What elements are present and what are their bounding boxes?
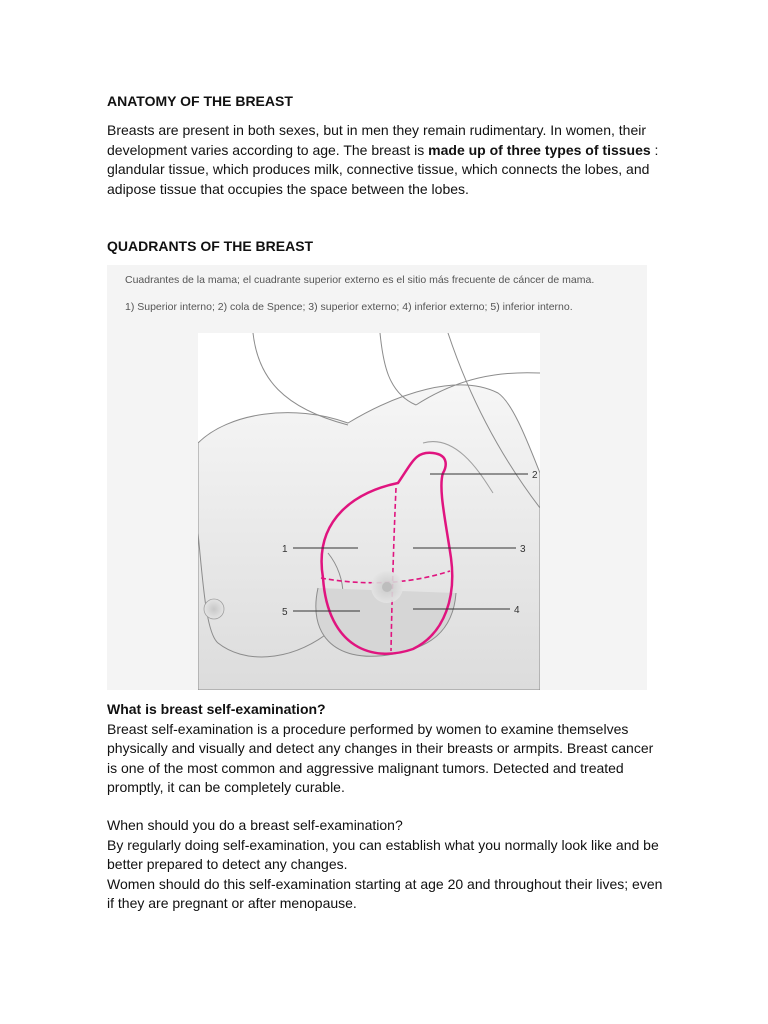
left-nipple xyxy=(204,599,224,619)
anatomy-text-bold: made up of three types of tissues xyxy=(428,141,651,158)
question-what-is: What is breast self-examination? xyxy=(107,701,326,717)
breast-illustration xyxy=(198,333,540,690)
figure-caption-line2: 1) Superior interno; 2) cola de Spence; 3) superior externo; 4) inferior externo; 5) inferior interno. xyxy=(125,301,573,313)
quadrant-label-5: 5 xyxy=(282,607,288,618)
section-title-anatomy: ANATOMY OF THE BREAST xyxy=(107,93,293,109)
anatomy-text-a: Breasts are present in both sexes, but in men they remain rudimentary. In women, their development varies according to age. The breast is xyxy=(107,122,646,158)
anatomy-paragraph xyxy=(107,121,667,199)
quadrant-label-2: 2 xyxy=(532,470,538,481)
quadrant-label-1: 1 xyxy=(282,544,288,555)
right-nipple xyxy=(382,582,392,592)
figure-caption-line1: Cuadrantes de la mama; el cuadrante superior externo es el sitio más frecuente de cáncer de mama. xyxy=(125,274,595,286)
answer-when-1: By regularly doing self-examination, you can establish what you normally look like and be better prepared to detect any changes. xyxy=(107,836,659,872)
section-title-quadrants: QUADRANTS OF THE BREAST xyxy=(107,238,314,254)
answer-what-is: Breast self-examination is a procedure performed by women to examine themselves physically and visually and detect any changes in their breasts or armpits. Breast cancer is one of the most common and aggressive malignant tumors. Detected and treated promptly, it can be completely curable. xyxy=(107,720,654,795)
question-when: When should you do a breast self-examination? xyxy=(107,817,403,833)
quadrant-label-4: 4 xyxy=(514,605,520,616)
breast-illustration-svg xyxy=(198,333,540,690)
quadrants-figure xyxy=(107,265,647,690)
answer-when-2: Women should do this self-examination starting at age 20 and throughout their lives; even if they are pregnant or after menopause. xyxy=(107,875,663,911)
anatomy-text-b: : glandular tissue, which produces milk, connective tissue, which connects the lobes, and adipose tissue that occupies the space between the lobes. xyxy=(107,141,659,197)
quadrant-label-3: 3 xyxy=(520,544,526,555)
neck-line xyxy=(253,333,348,425)
